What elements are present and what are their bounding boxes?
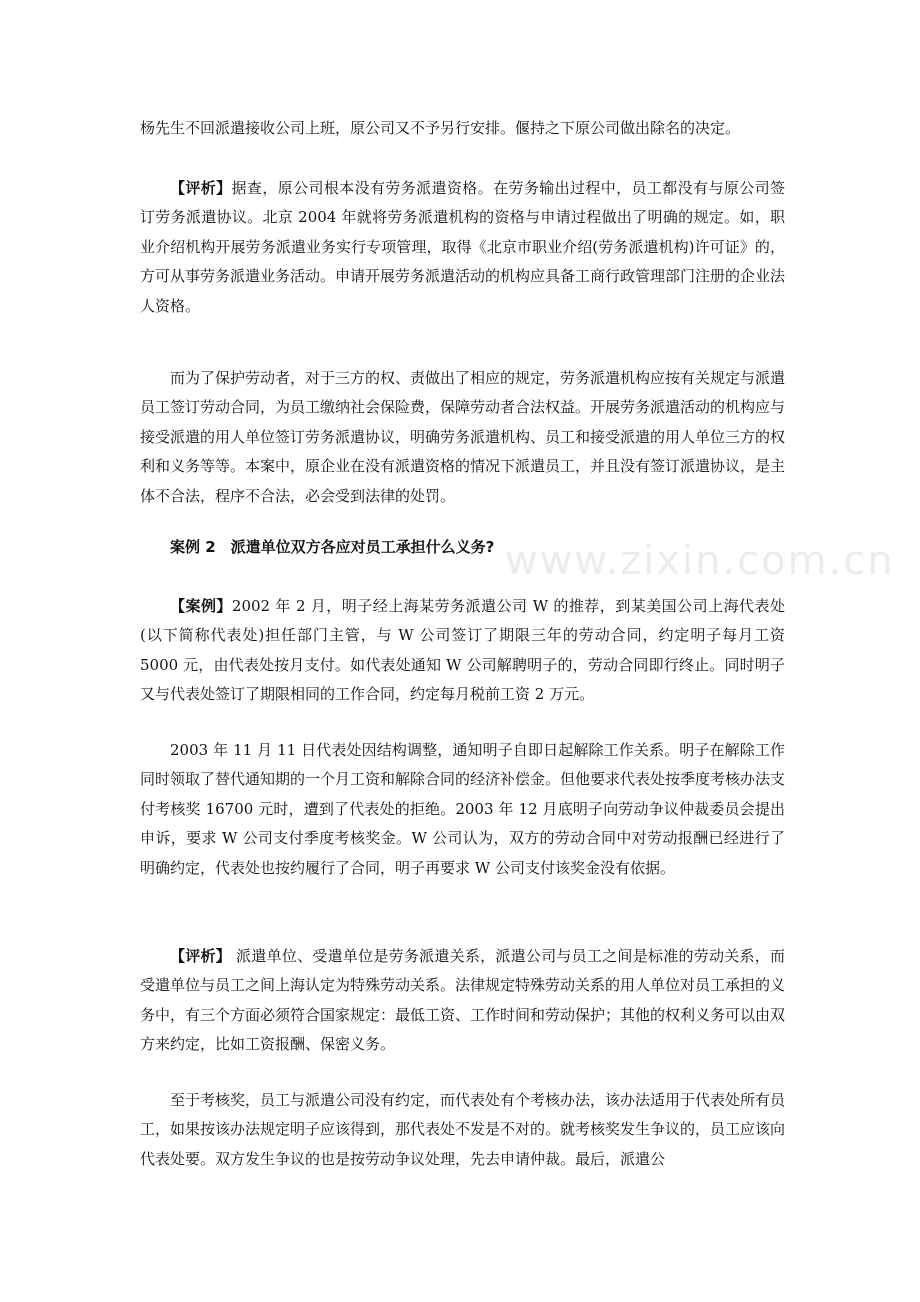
paragraph-2 xyxy=(140,174,785,321)
paragraph-6 xyxy=(140,942,785,1060)
watermark-text: www.zixin.com.cn xyxy=(505,538,895,584)
paragraph-3: 而为了保护劳动者，对于三方的权、责做出了相应的规定，劳务派遣机构应按有关规定与派遣员工签订劳动合同，为员工缴纳社会保险费，保障劳动者合法权益。开展劳务派遣活动的机构应与接受派遣的用人单位签订劳务派遣协议，明确劳务派遣机构、员工和接受派遣的用人单位三方的权利和义务等等。本案中，原企业在没有派遣资格的情况下派遣员工，并且没有签订派遣协议，是主体不合法，程序不合法，必会受到法律的处罚。 xyxy=(140,369,786,505)
analysis-tag-2: 【评析】 xyxy=(170,947,232,965)
paragraph-7: 至于考核奖，员工与派遣公司没有约定，而代表处有个考核办法，该办法适用于代表处所有员工，如果按该办法规定明子应该得到，那代表处不发是不对的。就考核奖发生争议的，员工应该向代表处要。双方发生争议的也是按劳动争议处理，先去申请仲裁。最后，派遣公 xyxy=(140,1091,786,1168)
paragraph-4-text: 2002 年 2 月，明子经上海某劳务派遣公司 W 的推荐，到某美国公司上海代表处(以下简称代表处)担任部门主管，与 W 公司签订了期限三年的劳动合同，约定明子每月工资 5000 元，由代表处按月支付。如代表处通知 W 公司解聘明子的，劳动合同即行终止。同时明子又与代表处签订了期限相同的工作合同，约定每月税前工资 2 万元。 xyxy=(140,597,785,704)
paragraph-4 xyxy=(140,592,785,710)
paragraph-1: 杨先生不回派遣接收公司上班，原公司又不予另行安排。偃持之下原公司做出除名的决定。 xyxy=(140,119,741,137)
paragraph-5: 2003 年 11 月 11 日代表处因结构调整，通知明子自即日起解除工作关系。明子在解除工作同时领取了替代通知期的一个月工资和解除合同的经济补偿金。但他要求代表处按季度考核办法支付考核奖 16700 元时，遭到了代表处的拒绝。2003 年 12 月底明子向劳动争议仲裁委员会提出申诉，要求 W 公司支付季度考核奖金。W 公司认为，双方的劳动合同中对劳动报酬已经进行了明确约定，代表处也按约履行了合同，明子再要求 W 公司支付该奖金没有依据。 xyxy=(140,741,786,877)
analysis-tag: 【评析】 xyxy=(170,179,232,197)
case-heading: 案例 2 派遣单位双方各应对员工承担什么义务? xyxy=(170,538,495,556)
case-tag: 【案例】 xyxy=(170,597,232,615)
paragraph-6-text: 派遣单位、受遣单位是劳务派遣关系，派遣公司与员工之间是标准的劳动关系，而受遣单位与员工之间上海认定为特殊劳动关系。法律规定特殊劳动关系的用人单位对员工承担的义务中，有三个方面必须符合国家规定：最低工资、工作时间和劳动保护；其他的权利义务可以由双方来约定，比如工资报酬、保密义务。 xyxy=(140,947,786,1054)
paragraph-2-text: 据查，原公司根本没有劳务派遣资格。在劳务输出过程中，员工都没有与原公司签订劳务派遣协议。北京 2004 年就将劳务派遣机构的资格与申请过程做出了明确的规定。如，职业介绍机构开展劳务派遣业务实行专项管理，取得《北京市职业介绍(劳务派遣机构)许可证》的，方可从事劳务派遣业务活动。申请开展劳务派遣活动的机构应具备工商行政管理部门注册的企业法人资格。 xyxy=(140,179,786,315)
